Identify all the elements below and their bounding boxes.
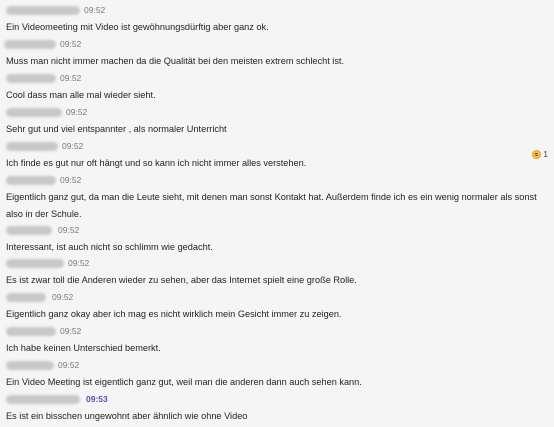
chat-message[interactable] [0,224,554,258]
sender-name-blurred [6,6,80,15]
message-text: Ich finde es gut nur oft hängt und so kann ich nicht immer alles verstehen. [6,158,307,168]
message-timestamp: 09:52 [68,258,90,268]
message-text: Ein Video Meeting ist eigentlich ganz gut, weil man die anderen dann auch sehen kann. [6,377,362,387]
message-text: Eigentlich ganz okay aber ich mag es nicht wirklich mein Gesicht immer zu zeigen. [6,309,342,319]
sender-name-blurred [6,74,56,83]
message-timestamp: 09:52 [60,175,82,185]
sender-name-blurred [6,395,80,404]
sender-name-blurred [6,327,56,336]
chat-message[interactable] [0,257,554,291]
message-text: Ich habe keinen Unterschied bemerkt. [6,343,161,353]
sender-name-blurred [4,40,56,49]
message-timestamp: 09:52 [58,225,80,235]
message-text: Ein Videomeeting mit Video ist gewöhnungsdürftig aber ganz ok. [6,22,269,32]
message-timestamp: 09:52 [60,326,82,336]
sender-name-blurred [6,108,62,117]
chat-message[interactable] [0,174,554,222]
message-timestamp: 09:52 [62,141,84,151]
message-timestamp: 09:52 [66,107,88,117]
message-text: Es ist zwar toll die Anderen wieder zu sehen, aber das Internet spielt eine große Rolle. [6,275,357,285]
message-timestamp: 09:52 [60,39,82,49]
message-timestamp: 09:52 [60,73,82,83]
chat-message[interactable] [0,359,554,393]
chat-message[interactable] [0,72,554,106]
sender-name-blurred [6,226,52,235]
chat-message[interactable] [0,140,554,174]
sender-name-blurred [6,259,64,268]
chat-message[interactable] [0,393,554,427]
message-text: Cool dass man alle mal wieder sieht. [6,90,156,100]
message-text: Interessant, ist auch nicht so schlimm wie gedacht. [6,242,213,252]
chat-message[interactable] [0,325,554,359]
laughing-emoji-icon [532,150,541,159]
message-timestamp: 09:53 [86,394,108,404]
sender-name-blurred [6,142,58,151]
chat-message[interactable] [0,4,554,38]
message-timestamp: 09:52 [52,292,74,302]
message-text: Es ist ein bisschen ungewohnt aber ähnlich wie ohne Video [6,411,248,421]
chat-message[interactable] [0,106,554,140]
reaction-count: 1 [543,149,548,159]
sender-name-blurred [6,293,46,302]
sender-name-blurred [6,176,56,185]
message-text: Muss man nicht immer machen da die Qualität bei den meisten extrem schlecht ist. [6,56,345,66]
reaction-badge[interactable] [532,149,548,159]
chat-message[interactable] [0,291,554,325]
message-text: Eigentlich ganz gut, da man die Leute sieht, mit denen man sonst Kontakt hat. Außerdem finde ich es ein wenig normaler als sonst also in der Schule. [6,192,537,219]
message-text: Sehr gut und viel entspannter , als normaler Unterricht [6,124,227,134]
message-timestamp: 09:52 [84,5,106,15]
message-timestamp: 09:52 [58,360,80,370]
chat-message[interactable] [0,38,554,72]
sender-name-blurred [6,361,54,370]
